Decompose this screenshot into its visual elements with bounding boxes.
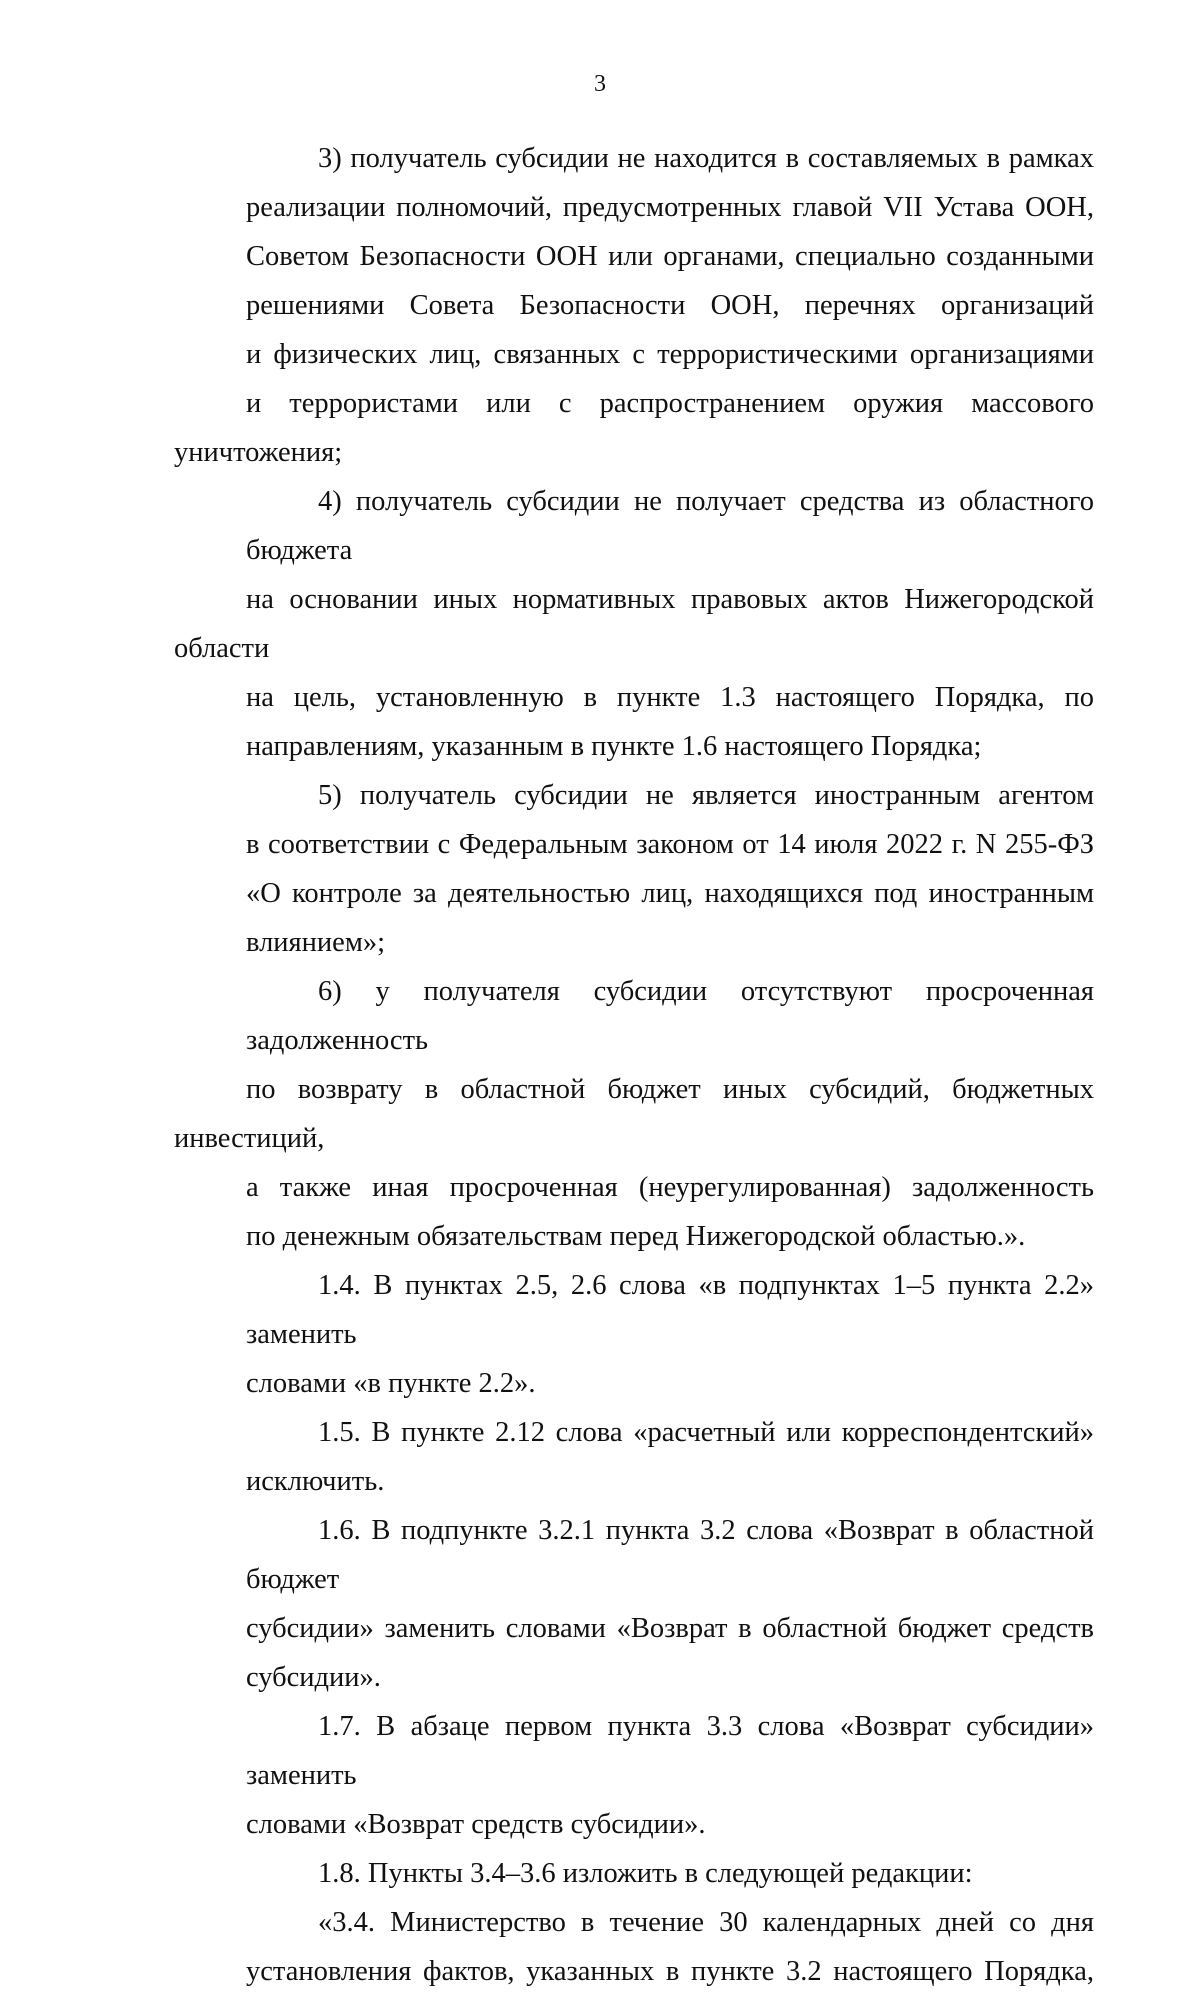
text-line: 6) у получателя субсидии отсутствуют просроченная задолженность (246, 976, 1094, 1056)
text-line: «О контроле за деятельностью лиц, находящихся под иностранным (246, 878, 1094, 909)
paragraph (174, 477, 1094, 771)
text-line: 3) получатель субсидии не находится в составляемых в рамках (318, 143, 1094, 174)
text-line: влиянием»; (246, 927, 386, 958)
text-line: установления фактов, указанных в пункте 3.2 настоящего Порядка, (246, 1956, 1094, 1987)
paragraph (174, 967, 1094, 1261)
text-line: направлениям, указанным в пункте 1.6 настоящего Порядка; (246, 731, 982, 762)
text-line: субсидии» заменить словами «Возврат в областной бюджет средств (246, 1613, 1094, 1644)
text-line: исключить. (246, 1466, 385, 1497)
text-line: в соответствии с Федеральным законом от 14 июля 2022 г. N 255-ФЗ (246, 829, 1094, 860)
paragraph (174, 1849, 1094, 1898)
text-line: 5) получатель субсидии не является иностранным агентом (318, 780, 1094, 811)
text-line: решениями Совета Безопасности ООН, перечнях организаций (246, 290, 1094, 321)
paragraph (174, 1702, 1094, 1849)
page-number: 3 (594, 71, 606, 97)
text-line: 1.8. Пункты 3.4–3.6 изложить в следующей редакции: (318, 1858, 973, 1889)
text-line: 4) получатель субсидии не получает средства из областного бюджета (246, 486, 1094, 566)
text-line: на цель, установленную в пункте 1.3 настоящего Порядка, по (246, 682, 1094, 713)
text-line: субсидии». (246, 1662, 381, 1693)
document-body (174, 134, 1094, 1996)
paragraph (174, 134, 1094, 477)
paragraph (174, 1261, 1094, 1408)
paragraph (174, 1506, 1094, 1702)
paragraph (174, 1898, 1094, 1996)
text-line: на основании иных нормативных правовых актов Нижегородской области (174, 584, 1094, 664)
text-line: 1.7. В абзаце первом пункта 3.3 слова «Возврат субсидии» заменить (246, 1711, 1094, 1791)
text-line: 1.5. В пункте 2.12 слова «расчетный или корреспондентский» (318, 1417, 1094, 1448)
text-line: по возврату в областной бюджет иных субсидий, бюджетных инвестиций, (174, 1074, 1094, 1154)
text-line: Советом Безопасности ООН или органами, специально созданными (246, 241, 1094, 272)
text-line: а также иная просроченная (неурегулированная) задолженность (246, 1172, 1094, 1203)
text-line: 1.6. В подпункте 3.2.1 пункта 3.2 слова «Возврат в областной бюджет (246, 1515, 1094, 1595)
paragraph (174, 1408, 1094, 1506)
text-line: словами «в пункте 2.2». (246, 1368, 536, 1399)
paragraph (174, 771, 1094, 967)
text-line: словами «Возврат средств субсидии». (246, 1809, 706, 1840)
text-line: 1.4. В пунктах 2.5, 2.6 слова «в подпунктах 1–5 пункта 2.2» заменить (246, 1270, 1094, 1350)
text-line: и террористами или с распространением оружия массового уничтожения; (174, 388, 1094, 468)
text-line: реализации полномочий, предусмотренных главой VII Устава ООН, (246, 192, 1094, 223)
text-line: и физических лиц, связанных с террористическими организациями (246, 339, 1094, 370)
text-line: по денежным обязательствам перед Нижегородской областью.». (246, 1221, 1026, 1252)
text-line: «3.4. Министерство в течение 30 календарных дней со дня (318, 1907, 1094, 1938)
